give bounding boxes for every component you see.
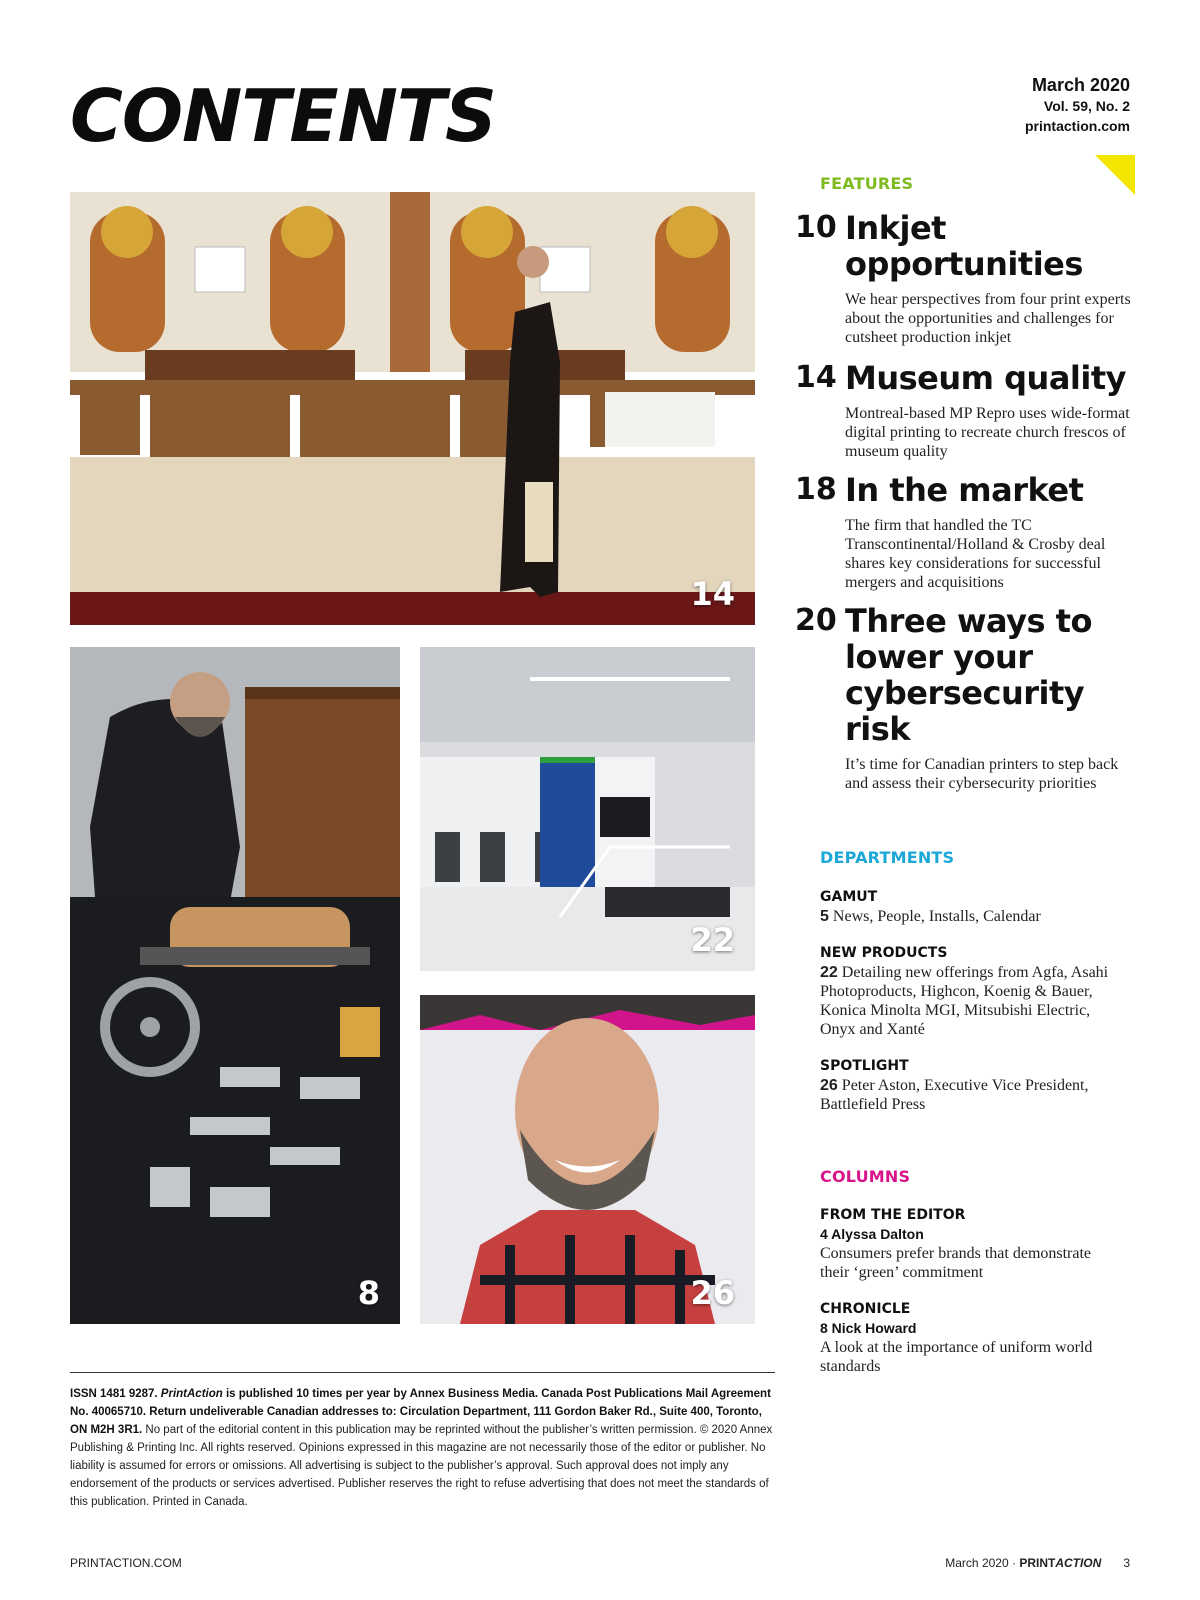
divider [70, 1372, 775, 1373]
footer-brand: PRINTACTION [1019, 1556, 1102, 1570]
column-text: A look at the importance of uniform world standards [820, 1339, 1093, 1375]
publication-name: PrintAction [160, 1388, 223, 1400]
legal-notice: No part of the editorial content in this publication may be reprinted without the publisher’s written permission. © 2020 Annex Publishing & Printing Inc. All rights reserved. Opinions expressed in this magazine are not necessarily those of the editor or publisher. No liability is assumed for errors or omissions. All advertising is subject to the publisher’s approval. Such approval does not imply any endorsement of the products or services advertised. Publisher reserves the right to refuse advertising that does not meet the standards of this publication. Printed in Canada. [70, 1424, 773, 1508]
page-number: 3 [1123, 1556, 1130, 1570]
feature-item[interactable] [795, 360, 1140, 461]
church-photo-page-ref: 14 [690, 575, 735, 613]
footer-date: March 2020 · [945, 1556, 1020, 1570]
church-photo [70, 192, 755, 625]
feature-item[interactable] [795, 472, 1140, 592]
departments-label: DEPARTMENTS [820, 848, 955, 867]
feature-title: Museum quality [845, 359, 1127, 397]
machine-photo [420, 647, 755, 971]
department-text: News, People, Installs, Calendar [832, 908, 1041, 925]
column-name: CHRONICLE [820, 1301, 911, 1317]
issn: ISSN 1481 9287. [70, 1388, 158, 1400]
machine-photo-page-ref: 22 [690, 921, 735, 959]
department-name: SPOTLIGHT [820, 1058, 909, 1074]
column-item[interactable] [820, 1300, 1120, 1376]
accent-triangle [1095, 155, 1135, 195]
department-item[interactable] [820, 888, 1120, 926]
feature-page-num: 20 [795, 603, 837, 638]
column-author: 4 Alyssa Dalton [820, 1226, 924, 1242]
portrait-photo-page-ref: 26 [690, 1274, 735, 1312]
department-item[interactable] [820, 1057, 1120, 1114]
feature-title: Three ways to lower your cybersecurity risk [845, 602, 1092, 748]
column-text: Consumers prefer brands that demonstrate their ‘green’ commitment [820, 1245, 1092, 1281]
feature-title: Inkjet opportunities [845, 209, 1083, 283]
press-photo-page-ref: 8 [357, 1274, 380, 1312]
press-photo [70, 647, 400, 1324]
column-author: 8 Nick Howard [820, 1320, 917, 1336]
feature-item[interactable] [795, 210, 1140, 347]
feature-description: The firm that handled the TC Transcontinental/Holland & Crosby deal shares key considerations for successful mergers and acquisitions [845, 517, 1106, 591]
department-page-num: 26 [820, 1077, 838, 1094]
feature-description: We hear perspectives from four print experts about the opportunities and challenges for cutsheet production inkjet [845, 291, 1131, 346]
issue-date: March 2020 [1031, 75, 1130, 95]
department-name: NEW PRODUCTS [820, 945, 948, 961]
masthead-legal [70, 1385, 775, 1511]
feature-page-num: 10 [795, 210, 837, 245]
issue-info [1025, 74, 1130, 137]
department-text: Detailing new offerings from Agfa, Asahi Photoproducts, Highcon, Koenig & Bauer, Konica Minolta MGI, Mitsubishi Electric, Onyx and Xanté [820, 964, 1109, 1038]
department-name: GAMUT [820, 889, 878, 905]
department-page-num: 22 [820, 964, 838, 981]
publisher-info: is published 10 times per year by Annex Business Media. Canada Post Publications Mail Agreement No. 40065710. Return undeliverable Canadian addresses to: Circulation Department, 111 Gordon Baker Rd., Suite 400, Toronto, ON M2H 3R1. [70, 1388, 771, 1436]
feature-description: It’s time for Canadian printers to step back and assess their cybersecurity priorities [845, 756, 1119, 792]
footer-folio [945, 1556, 1130, 1570]
features-label: FEATURES [820, 174, 914, 193]
department-item[interactable] [820, 944, 1120, 1039]
column-item[interactable] [820, 1206, 1120, 1282]
department-text: Peter Aston, Executive Vice President, Battlefield Press [820, 1077, 1089, 1113]
issue-website: printaction.com [1024, 117, 1130, 134]
department-page-num: 5 [820, 908, 829, 925]
feature-item[interactable] [795, 603, 1140, 793]
page-title: CONTENTS [70, 74, 496, 158]
feature-page-num: 18 [795, 472, 837, 507]
issue-volume: Vol. 59, No. 2 [1043, 98, 1130, 115]
column-name: FROM THE EDITOR [820, 1207, 966, 1223]
feature-description: Montreal-based MP Repro uses wide-format digital printing to recreate church frescos of museum quality [845, 405, 1130, 460]
feature-title: In the market [845, 471, 1084, 509]
footer-website[interactable]: PRINTACTION.COM [70, 1556, 182, 1570]
portrait-photo [420, 995, 755, 1324]
columns-label: COLUMNS [820, 1167, 911, 1186]
feature-page-num: 14 [795, 360, 837, 395]
